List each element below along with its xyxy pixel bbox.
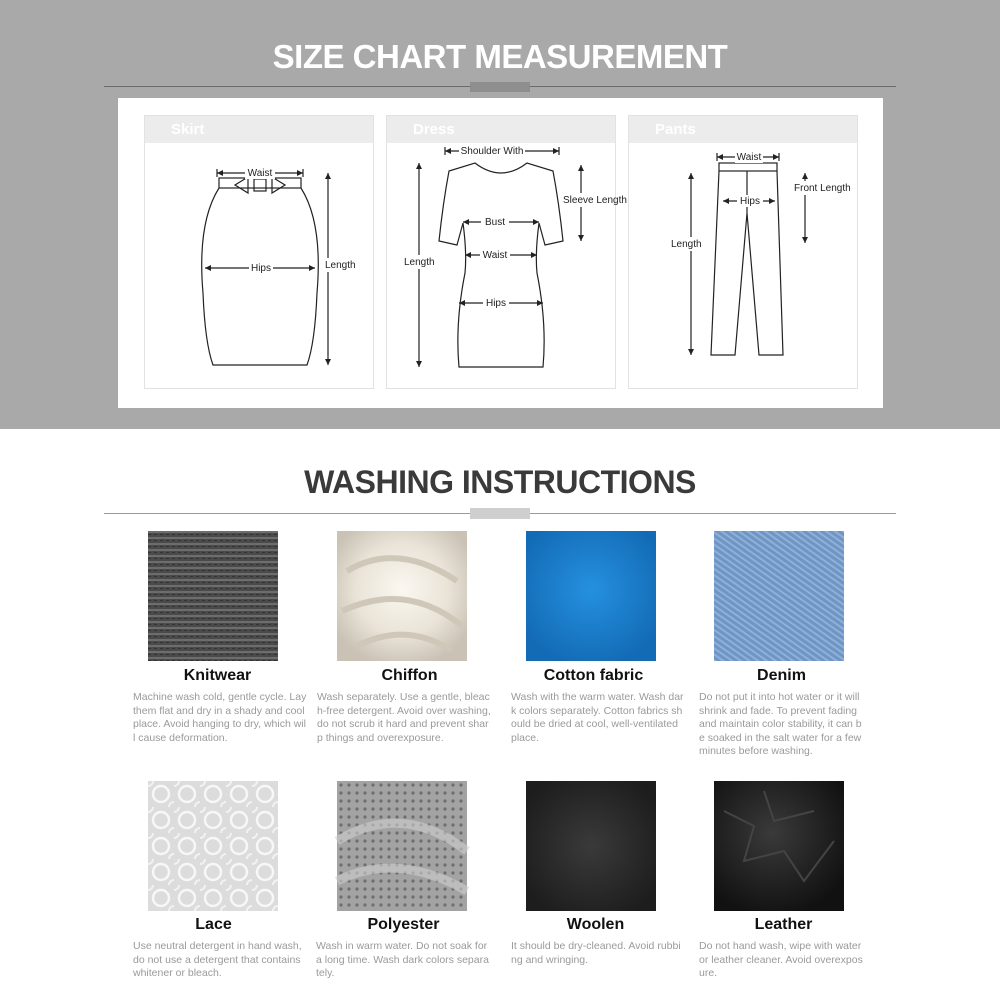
polyester-swatch	[337, 781, 467, 911]
size-chart-divider-accent	[470, 82, 530, 92]
cotton-name: Cotton fabric	[543, 667, 644, 684]
dress-sleeve-label: Sleeve Length	[563, 195, 627, 206]
dress-shoulder-label: Shoulder With	[460, 146, 524, 157]
skirt-hips-label: Hips	[250, 263, 272, 274]
skirt-waist-label: Waist	[247, 168, 273, 179]
denim-swatch	[714, 531, 844, 661]
skirt-card	[144, 115, 374, 389]
washing-divider-accent	[470, 508, 530, 519]
lace-name: Lace	[195, 916, 232, 933]
knitwear-swatch	[148, 531, 278, 661]
dress-length-label: Length	[404, 257, 435, 268]
size-chart-panel	[118, 98, 883, 408]
pants-waist-label: Waist	[736, 152, 762, 163]
leather-desc: Do not hand wash, wipe with water or leather cleaner. Avoid overexposure.	[699, 940, 863, 980]
knitwear-name: Knitwear	[183, 667, 252, 684]
polyester-desc: Wash in warm water. Do not soak for a long time. Wash dark colors separately.	[316, 940, 489, 980]
chiffon-swatch	[337, 531, 467, 661]
dress-heading: Dress	[387, 116, 615, 143]
denim-name: Denim	[757, 667, 806, 684]
chiffon-name: Chiffon	[381, 667, 438, 684]
pants-length-label: Length	[671, 239, 702, 250]
pants-card	[628, 115, 858, 389]
woolen-name: Woolen	[566, 916, 625, 933]
woolen-desc: It should be dry-cleaned. Avoid rubbing and wringing.	[511, 940, 681, 966]
knitwear-desc: Machine wash cold, gentle cycle. Lay them flat and dry in a shady and cool place. Avoid hanging to dry, which will cause deformation.	[133, 691, 307, 744]
skirt-heading: Skirt	[145, 116, 373, 143]
cotton-desc: Wash with the warm water. Wash dark colors separately. Cotton fabrics should be dried at cool, well-ventilated place.	[511, 691, 684, 744]
dress-waist-label: Waist	[482, 250, 508, 261]
pants-front-length-label: Front Length	[794, 183, 851, 194]
dress-card	[386, 115, 627, 389]
lace-desc: Use neutral detergent in hand wash, do not use a detergent that contains whitener or bleach.	[133, 940, 302, 980]
leather-swatch	[714, 781, 844, 911]
dress-diagram	[387, 143, 627, 388]
skirt-diagram	[145, 143, 373, 388]
woolen-swatch	[526, 781, 656, 911]
polyester-name: Polyester	[367, 916, 440, 933]
washing-title: WASHING INSTRUCTIONS	[304, 464, 696, 500]
pants-hips-label: Hips	[739, 196, 761, 207]
lace-swatch	[148, 781, 278, 911]
leather-name: Leather	[754, 916, 813, 933]
dress-bust-label: Bust	[484, 217, 506, 228]
cotton-swatch	[526, 531, 656, 661]
pants-diagram	[629, 143, 857, 388]
denim-desc: Do not put it into hot water or it will shrink and fade. To prevent fading and maintain color stability, it can be soaked in the salt water for a few minutes before washing.	[699, 691, 862, 758]
skirt-length-label: Length	[325, 260, 356, 271]
chiffon-desc: Wash separately. Use a gentle, bleach-free detergent. Avoid over washing, do not scrub it hard and prevent sharp things and overexposure.	[317, 691, 491, 744]
pants-heading: Pants	[629, 116, 857, 143]
dress-hips-label: Hips	[485, 298, 507, 309]
size-chart-title: SIZE CHART MEASUREMENT	[272, 38, 728, 75]
